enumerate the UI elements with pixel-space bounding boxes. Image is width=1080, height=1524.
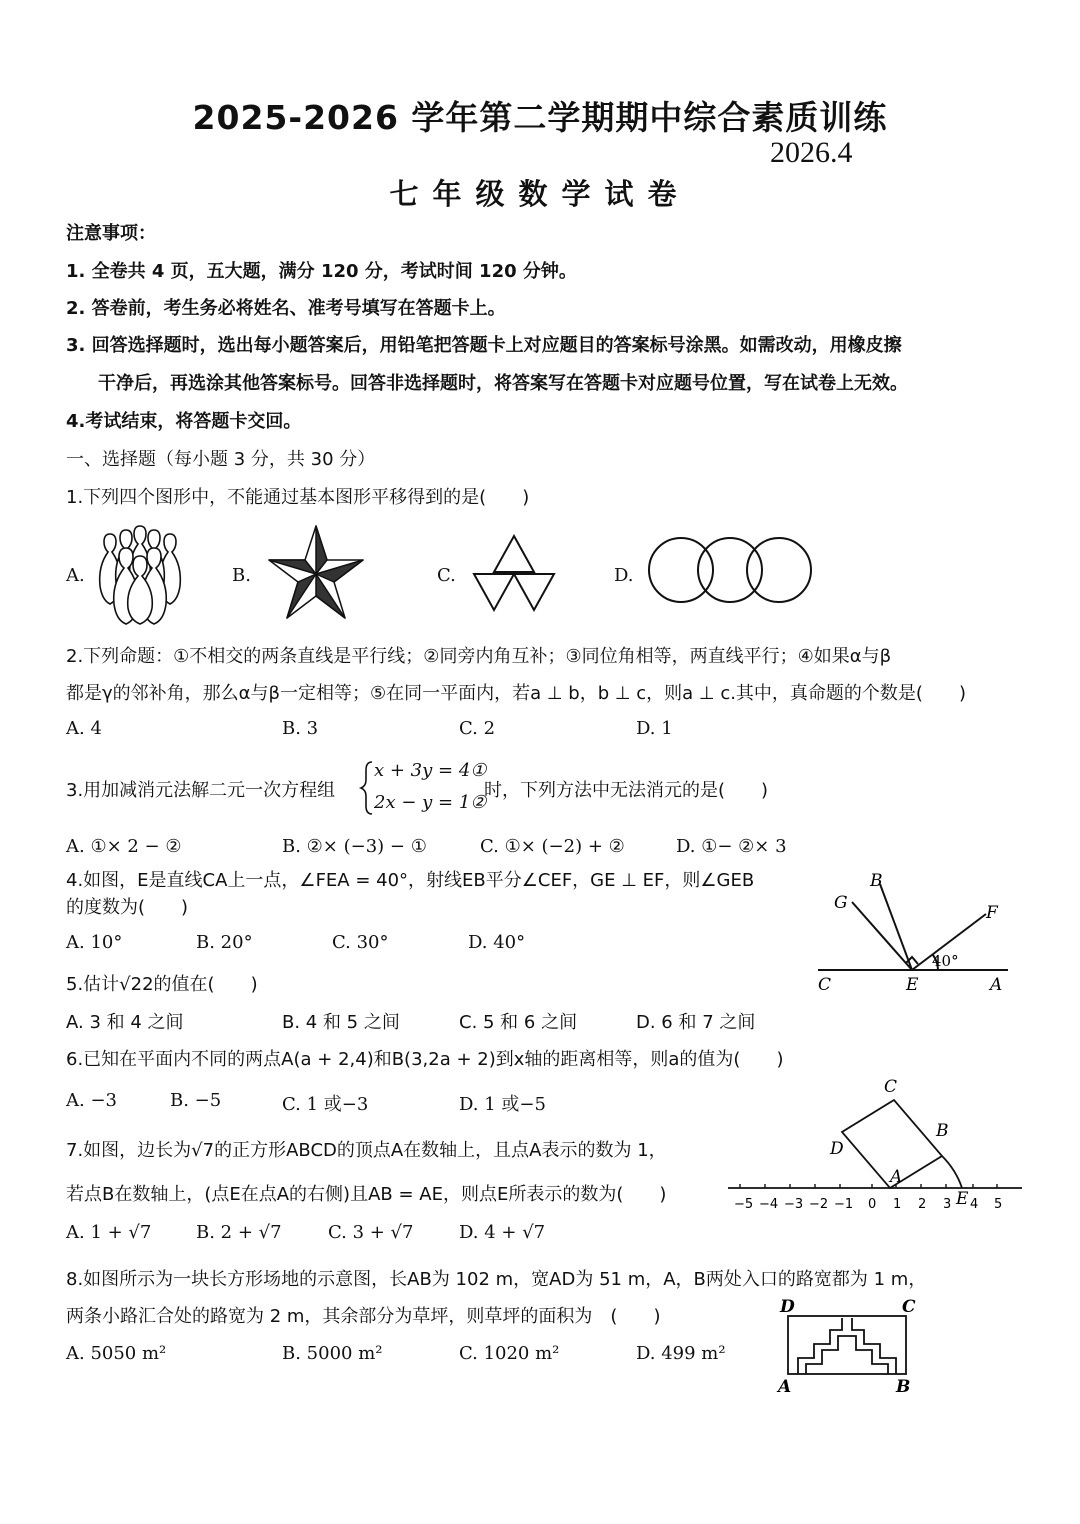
q1-option-a: A.	[66, 565, 85, 586]
q2-option-d: D. 1	[636, 718, 673, 739]
q6-option-a: A. −3	[66, 1090, 117, 1111]
q2-option-b: B. 3	[282, 718, 319, 739]
q1-option-d: D.	[614, 565, 634, 586]
q5-option-b: B. 4 和 5 之间	[282, 1012, 400, 1033]
q3-option-a: A. ①× 2 − ②	[66, 836, 182, 857]
q4-option-a: A. 10°	[66, 932, 123, 953]
q8-option-c: C. 1020 m²	[459, 1343, 560, 1364]
q2-option-a: A. 4	[66, 718, 102, 739]
q7-line2: 若点B在数轴上，(点E在点A的右侧)且AB = AE，则点E所表示的数为( )	[66, 1184, 667, 1205]
q1-option-b: B.	[232, 565, 251, 586]
q7-option-b: B. 2 + √7	[196, 1222, 282, 1243]
label-d: D	[830, 1139, 844, 1159]
tick-label: 3	[943, 1197, 952, 1212]
tick-label: −1	[834, 1197, 854, 1212]
star-figure	[266, 524, 366, 624]
label-b: B	[896, 1377, 911, 1397]
q5-stem: 5.估计√22的值在( )	[66, 974, 258, 995]
label-b: B	[870, 871, 883, 891]
exam-date: 2026.4	[770, 136, 853, 169]
q2-line1: 2.下列命题：①不相交的两条直线是平行线；②同旁内角互补；③同位角相等，两直线平行；④如果α与β	[66, 646, 892, 667]
notice-item-4: 4.考试结束，将答题卡交回。	[66, 411, 302, 432]
q2-option-c: C. 2	[459, 718, 496, 739]
field-figure	[776, 1296, 922, 1396]
tick-label: −5	[734, 1197, 754, 1212]
section-heading: 一、选择题（每小题 3 分，共 30 分）	[66, 449, 376, 470]
q7-option-a: A. 1 + √7	[66, 1222, 152, 1243]
notice-heading: 注意事项：	[66, 223, 156, 244]
q3-option-d: D. ①− ②× 3	[676, 836, 787, 857]
tick-label: 2	[918, 1197, 927, 1212]
q4-option-c: C. 30°	[332, 932, 389, 953]
notice-item-2: 2. 答卷前，考生务必将姓名、准考号填写在答题卡上。	[66, 298, 506, 319]
q1-stem: 1.下列四个图形中，不能通过基本图形平移得到的是( )	[66, 487, 530, 508]
label-angle: 40°	[932, 952, 959, 970]
q8-option-a: A. 5050 m²	[66, 1343, 167, 1364]
q6-option-b: B. −5	[170, 1090, 222, 1111]
label-e: E	[906, 975, 919, 995]
q6-stem: 6.已知在平面内不同的两点A(a + 2,4)和B(3,2a + 2)到x轴的距离相等，则a的值为( )	[66, 1049, 784, 1070]
number-line-figure	[726, 1076, 1026, 1216]
angle-figure	[812, 868, 1012, 994]
q4-option-d: D. 40°	[468, 932, 526, 953]
q8-option-b: B. 5000 m²	[282, 1343, 383, 1364]
q8-line1: 8.如图所示为一块长方形场地的示意图，长AB为 102 m，宽AD为 51 m，A，B两处入口的路宽都为 1 m，	[66, 1269, 927, 1290]
q4-option-b: B. 20°	[196, 932, 253, 953]
bowling-pins-figure	[96, 524, 186, 624]
q7-line1: 7.如图，边长为√7的正方形ABCD的顶点A在数轴上，且点A表示的数为 1，	[66, 1140, 667, 1161]
label-a: A	[778, 1377, 792, 1397]
notice-item-3: 3. 回答选择题时，选出每小题答案后，用铅笔把答题卡上对应题目的答案标号涂黑。如需改动，用橡皮擦	[66, 335, 902, 356]
q3-option-b: B. ②× (−3) − ①	[282, 836, 427, 857]
q6-option-d: D. 1 或−5	[459, 1094, 546, 1115]
tick-label: −3	[784, 1197, 804, 1212]
label-c: C	[902, 1297, 916, 1317]
tick-label: −4	[759, 1197, 779, 1212]
notice-item-1: 1. 全卷共 4 页，五大题，满分 120 分，考试时间 120 分钟。	[66, 261, 577, 282]
tick-label: 5	[994, 1197, 1003, 1212]
exam-title: 2025-2026 学年第二学期期中综合素质训练	[192, 98, 888, 137]
q3-equation-2: 2x − y = 1②	[374, 792, 487, 813]
q5-option-d: D. 6 和 7 之间	[636, 1012, 756, 1033]
circles-figure	[648, 534, 812, 606]
tick-label: −2	[809, 1197, 829, 1212]
q3-option-c: C. ①× (−2) + ②	[480, 836, 625, 857]
q3-stem-a: 3.用加减消元法解二元一次方程组	[66, 780, 336, 801]
q7-option-c: C. 3 + √7	[328, 1222, 414, 1243]
label-d: D	[780, 1297, 795, 1317]
tick-label: 1	[893, 1197, 902, 1212]
q5-option-a: A. 3 和 4 之间	[66, 1012, 184, 1033]
exam-subtitle: 七年级数学试卷	[389, 177, 691, 211]
label-a: A	[890, 1167, 903, 1187]
q5-option-c: C. 5 和 6 之间	[459, 1012, 578, 1033]
q4-line2: 的度数为( )	[66, 897, 189, 918]
notice-item-3-cont: 干净后，再选涂其他答案标号。回答非选择题时，将答案写在答题卡对应题号位置，写在试卷上无效。	[98, 373, 908, 394]
label-c: C	[818, 975, 832, 995]
q3-equation-1: x + 3y = 4①	[374, 760, 487, 781]
q7-option-d: D. 4 + √7	[459, 1222, 546, 1243]
q4-line1: 4.如图，E是直线CA上一点，∠FEA = 40°，射线EB平分∠CEF，GE ⊥ EF，则∠GEB	[66, 870, 755, 891]
label-b: B	[936, 1121, 949, 1141]
q3-stem-b: 时，下列方法中无法消元的是( )	[484, 780, 769, 801]
q8-line2: 两条小路汇合处的路宽为 2 m，其余部分为草坪，则草坪的面积为 ( )	[66, 1306, 661, 1327]
label-g: G	[834, 893, 848, 913]
q3-brace	[360, 760, 374, 816]
triangles-figure	[466, 534, 562, 614]
label-f: F	[986, 903, 998, 923]
q2-line2: 都是γ的邻补角，那么α与β一定相等；⑤在同一平面内，若a ⊥ b，b ⊥ c，则a ⊥ c.其中，真命题的个数是( )	[66, 683, 966, 704]
tick-label: 0	[868, 1197, 877, 1212]
q8-option-d: D. 499 m²	[636, 1343, 726, 1364]
label-c: C	[884, 1077, 898, 1097]
q1-option-c: C.	[437, 565, 456, 586]
q6-option-c: C. 1 或−3	[282, 1094, 369, 1115]
label-e: E	[956, 1189, 969, 1209]
label-a: A	[990, 975, 1003, 995]
tick-label: 4	[970, 1197, 979, 1212]
